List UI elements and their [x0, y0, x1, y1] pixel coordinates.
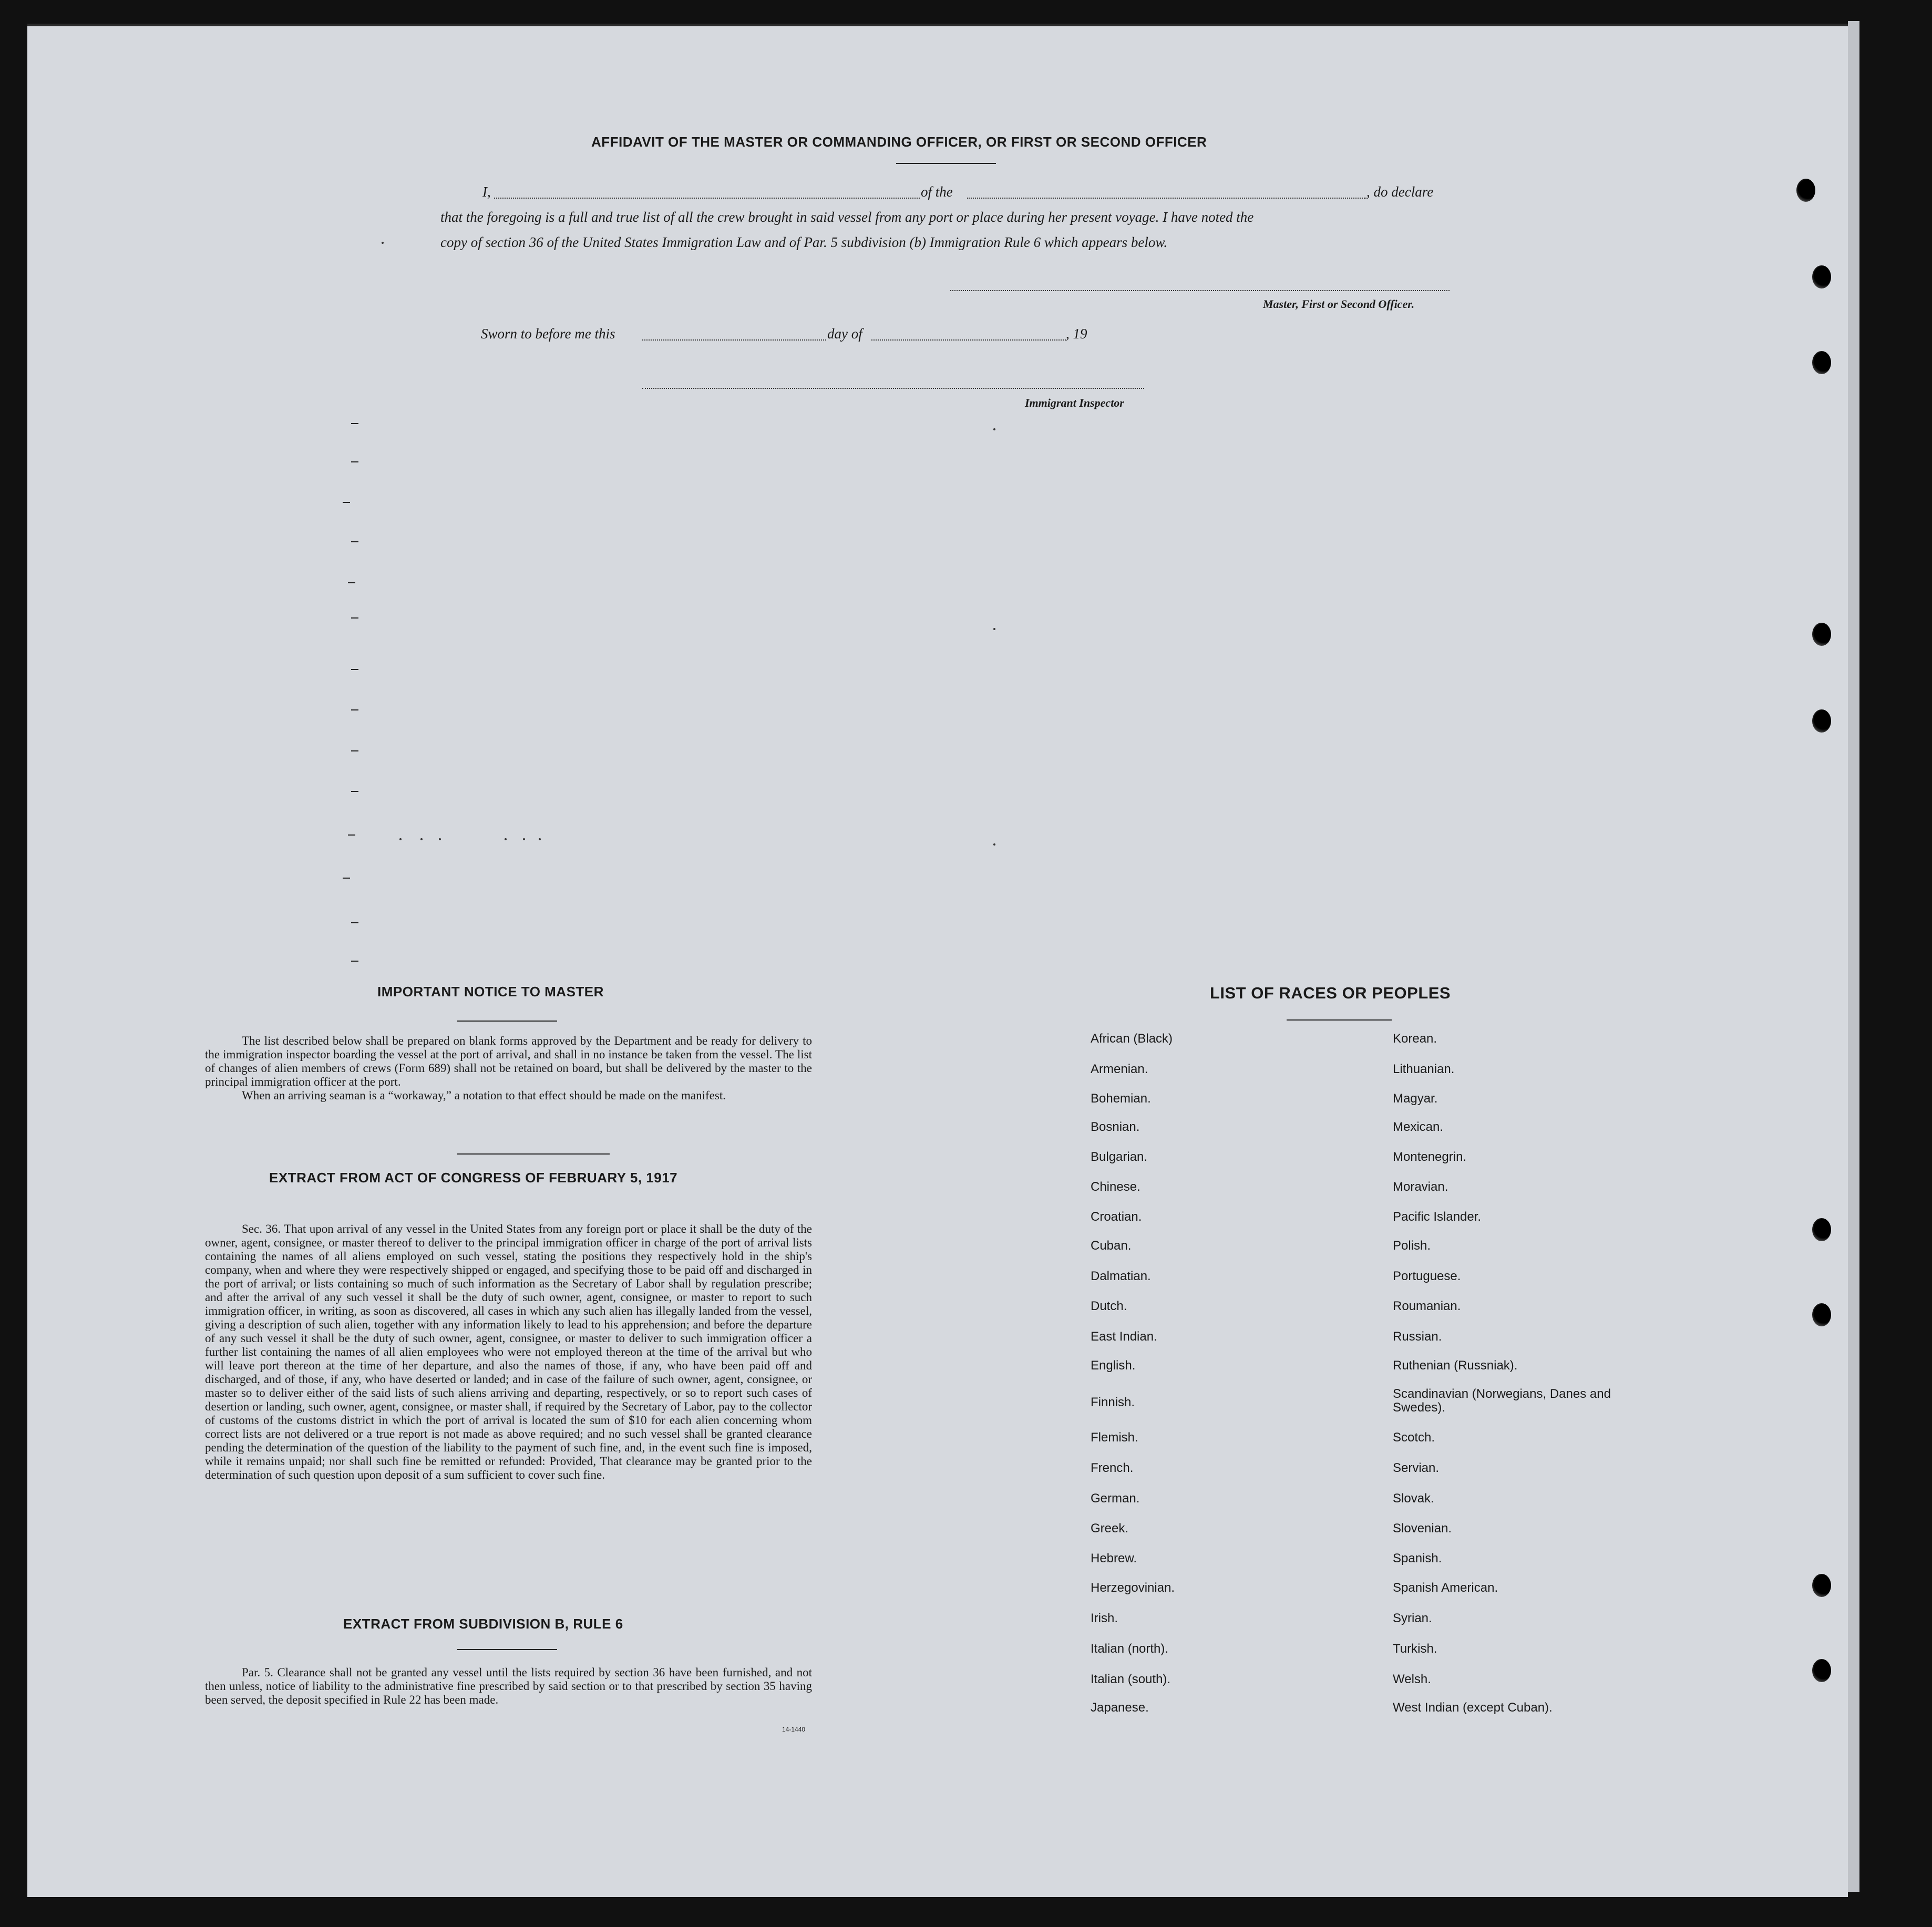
race-item: Hebrew. [1091, 1551, 1137, 1565]
document-sheet [27, 24, 1848, 1897]
dot-mark [439, 838, 441, 840]
affidavit-line-3: copy of section 36 of the United States Immigration Law and of Par. 5 subdivision (b) Immigration Rule 6 which appears below. [440, 234, 1168, 250]
margin-mark [351, 709, 358, 710]
sworn-label: Sworn to before me this [481, 326, 615, 342]
notice-underline [457, 1021, 557, 1022]
race-item: Ruthenian (Russniak). [1393, 1358, 1518, 1373]
dot-mark [539, 838, 541, 840]
race-item: Dutch. [1091, 1299, 1127, 1313]
binder-hole [1812, 351, 1831, 374]
race-item: French. [1091, 1461, 1134, 1475]
margin-mark [351, 541, 358, 542]
vessel-name-field[interactable] [967, 198, 1366, 199]
sworn-day-field[interactable] [642, 339, 826, 341]
margin-mark [351, 461, 358, 462]
race-item: Chinese. [1091, 1180, 1140, 1194]
race-item: East Indian. [1091, 1330, 1157, 1344]
race-item: Italian (south). [1091, 1672, 1171, 1686]
margin-mark [351, 791, 358, 792]
affidavit-title: AFFIDAVIT OF THE MASTER OR COMMANDING OFFICER, OR FIRST OR SECOND OFFICER [591, 134, 1207, 150]
extract-act-title: EXTRACT FROM ACT OF CONGRESS OF FEBRUARY 5, 1917 [269, 1170, 678, 1186]
dot-mark [993, 428, 995, 430]
margin-mark [351, 961, 358, 962]
binder-hole [1812, 1303, 1831, 1326]
master-name-field[interactable] [494, 198, 920, 199]
notice-paragraph-2: When an arriving seaman is a “workaway,” a notation to that effect should be made on the manifest. [242, 1089, 726, 1102]
dot-mark [523, 838, 525, 840]
race-item: Scotch. [1393, 1430, 1435, 1445]
extract-rule-title: EXTRACT FROM SUBDIVISION B, RULE 6 [343, 1616, 623, 1632]
race-item: Mexican. [1393, 1120, 1444, 1134]
race-item: Spanish. [1393, 1551, 1442, 1565]
race-item: Herzegovinian. [1091, 1581, 1175, 1595]
affidavit-line-2: that the foregoing is a full and true list of all the crew brought in said vessel from any port or place during her present voyage. I have noted the [440, 209, 1254, 225]
race-item: Magyar. [1393, 1091, 1438, 1106]
binder-hole [1812, 709, 1831, 733]
margin-mark [351, 669, 358, 670]
race-item: Greek. [1091, 1521, 1129, 1536]
extract-act-body [205, 1222, 812, 1482]
binder-hole [1812, 265, 1831, 288]
inspector-signature-field[interactable] [642, 388, 1144, 389]
title-underline [896, 163, 996, 164]
race-item: Pacific Islander. [1393, 1210, 1482, 1224]
race-item: Armenian. [1091, 1062, 1148, 1076]
races-underline [1287, 1019, 1392, 1021]
affidavit-do-declare: , do declare [1366, 184, 1434, 200]
binder-hole [1812, 1659, 1831, 1682]
race-item: Bulgarian. [1091, 1150, 1148, 1164]
form-number: 14-1440 [782, 1726, 806, 1733]
race-item: Roumanian. [1393, 1299, 1461, 1313]
sworn-month-field[interactable] [871, 339, 1066, 341]
dot-mark [505, 838, 507, 840]
master-signature-field[interactable] [950, 290, 1450, 291]
race-item: West Indian (except Cuban). [1393, 1701, 1553, 1715]
races-title: LIST OF RACES OR PEOPLES [1210, 984, 1451, 1002]
year-label: , 19 [1066, 326, 1087, 342]
race-item: English. [1091, 1358, 1136, 1373]
race-item: Irish. [1091, 1611, 1118, 1625]
margin-mark [351, 922, 358, 923]
race-item: Turkish. [1393, 1642, 1437, 1656]
dot-mark [382, 242, 384, 244]
binder-hole [1812, 1218, 1831, 1241]
margin-mark [348, 834, 355, 836]
race-item: Flemish. [1091, 1430, 1138, 1445]
binder-hole [1796, 179, 1815, 202]
race-item: Dalmatian. [1091, 1269, 1151, 1283]
margin-mark [343, 502, 350, 503]
binder-hole [1812, 1574, 1831, 1597]
race-item: Russian. [1393, 1330, 1442, 1344]
race-item: Slovak. [1393, 1491, 1434, 1506]
margin-mark [351, 617, 358, 619]
margin-mark [351, 423, 358, 424]
rule-underline [457, 1649, 557, 1650]
race-item: Montenegrin. [1393, 1150, 1467, 1164]
master-signature-label: Master, First or Second Officer. [1263, 297, 1415, 311]
inspector-label: Immigrant Inspector [1025, 396, 1124, 409]
race-item: Syrian. [1393, 1611, 1432, 1625]
margin-mark [351, 750, 358, 751]
race-item: Croatian. [1091, 1210, 1142, 1224]
race-item: Polish. [1393, 1239, 1431, 1253]
race-item: African (Black) [1091, 1032, 1173, 1046]
dot-mark [399, 838, 402, 840]
margin-mark [343, 878, 350, 879]
race-item: Finnish. [1091, 1395, 1135, 1409]
race-item: Slovenian. [1393, 1521, 1452, 1536]
margin-mark [348, 582, 355, 583]
affidavit-i-label: I, [482, 184, 491, 200]
race-item: Korean. [1393, 1032, 1437, 1046]
race-item: Welsh. [1393, 1672, 1431, 1686]
race-item: Scandinavian (Norwegians, Danes and Swedes). [1393, 1387, 1611, 1415]
race-item: Bohemian. [1091, 1091, 1151, 1106]
race-item: German. [1091, 1491, 1140, 1506]
extract-act-text: Sec. 36. That upon arrival of any vessel in the United States from any foreign port or place it shall be the duty of the owner, agent, consignee, or master thereof to deliver to the principal immigration officer in charge of the port of arrival lists containing the names of all aliens employed on such vessel, stating the positions they respectively hold in the ship's company, when and where they were respectively shipped or engaged, and specifying those to be paid off and discharged in the port of arrival; or lists containing so much of such information as the Secretary of Labor shall by regulation prescribe; and after the arrival of any such vessel it shall be the duty of such owner, agent, consignee, or master to report to such immigration officer, in writing, as soon as discovered, all cases in which any such alien has illegally landed from the vessel, giving a description of such alien, together with any information likely to lead to his apprehension; and before the departure of any such vessel it shall be the duty of such owner, agent, consignee, or master to deliver to such immigration officer a further list containing the names of all alien employees who were not employed thereon at the time of the arrival but who will leave port thereon at the time of her departure, and also the names of those, if any, who have been paid off and discharged, and of those, if any, who have deserted or landed; and in case of the failure of such owner, agent, consignee, or master so to deliver either of the said lists of such aliens arriving and departing, respectively, or so to report such cases of desertion or landing, such owner, agent, consignee, or master shall, if required by the Secretary of Labor, pay to the collector of customs of the customs district in which the port of arrival is located the sum of $10 for each alien concerning whom correct lists are not delivered or a true report is not made as above required; and no such vessel shall be granted clearance pending the determination of the question of the liability to the payment of such fine, and, in the event such fine is imposed, while it remains unpaid; nor shall such fine be remitted or refunded: Provided, That clearance may be granted prior to the determination of such question upon deposit of a sum sufficient to cover such fine. [205, 1222, 812, 1481]
binder-hole [1812, 623, 1831, 646]
dot-mark [993, 628, 995, 630]
notice-body [205, 1034, 812, 1102]
race-item: Servian. [1393, 1461, 1440, 1475]
day-of-label: day of [827, 326, 862, 342]
section-divider [457, 1153, 610, 1155]
race-item: Japanese. [1091, 1701, 1149, 1715]
race-item: Portuguese. [1393, 1269, 1461, 1283]
race-item: Spanish American. [1393, 1581, 1498, 1595]
race-item: Moravian. [1393, 1180, 1448, 1194]
extract-rule-text: Par. 5. Clearance shall not be granted any vessel until the lists required by section 36 have been furnished, and not then unless, notice of liability to the administrative fine prescribed by said section or to that prescribed by section 35 having been served, the deposit specified in Rule 22 has been made. [205, 1666, 812, 1706]
extract-rule-body [205, 1666, 812, 1707]
notice-paragraph-1: The list described below shall be prepared on blank forms approved by the Department and be ready for delivery to the immigration inspector boarding the vessel at the port of arrival, and shall in no instance be taken from the vessel. The list of changes of alien members of crews (Form 689) shall not be retained on board, but shall be delivered by the master to the principal immigration officer at the port. [205, 1034, 812, 1088]
notice-title: IMPORTANT NOTICE TO MASTER [377, 984, 604, 999]
race-item: Bosnian. [1091, 1120, 1140, 1134]
affidavit-of-the-label: of the [921, 184, 953, 200]
race-item: Lithuanian. [1393, 1062, 1455, 1076]
dot-mark [420, 838, 423, 840]
race-item: Cuban. [1091, 1239, 1132, 1253]
race-item: Italian (north). [1091, 1642, 1169, 1656]
dot-mark [993, 843, 995, 846]
page-edge [1848, 21, 1859, 1892]
